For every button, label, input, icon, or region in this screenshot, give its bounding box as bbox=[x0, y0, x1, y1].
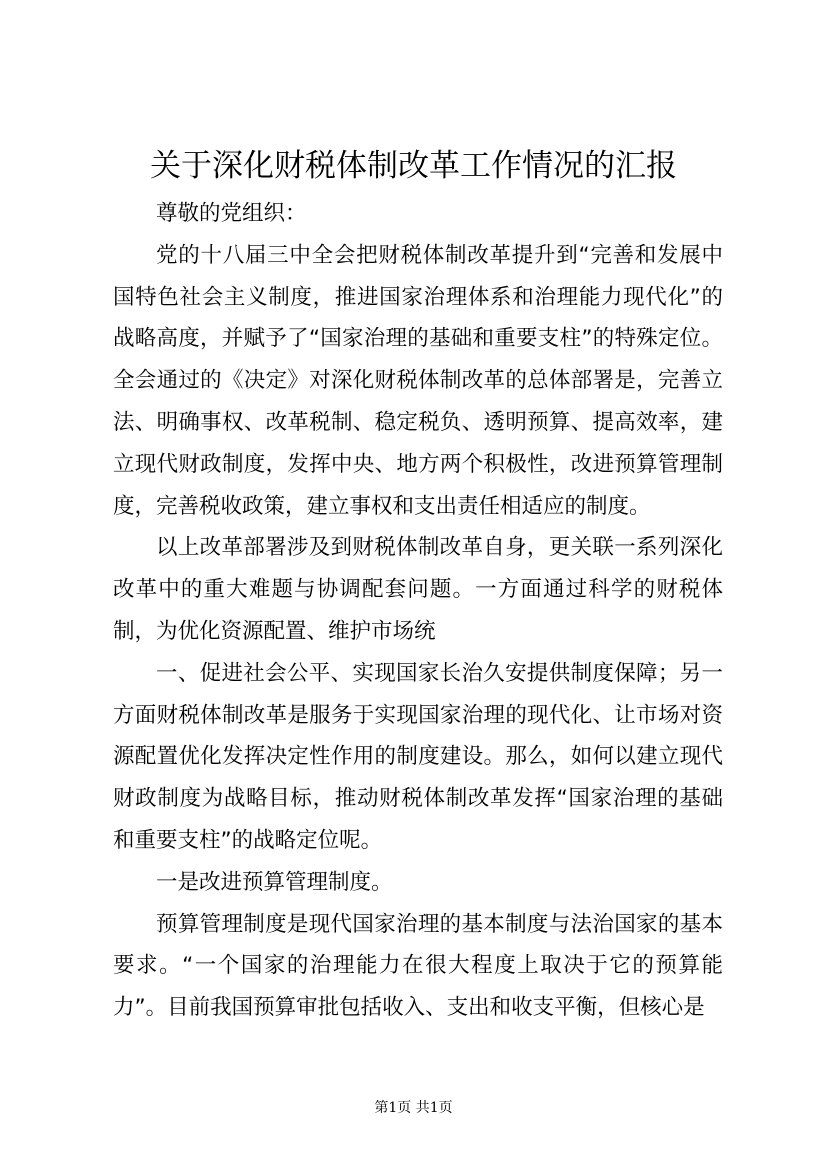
document-title: 关于深化财税体制改革工作情况的汇报 bbox=[150, 148, 677, 184]
paragraph-4: 一是改进预算管理制度。 bbox=[156, 869, 393, 895]
page-footer: 第1页 共1页 bbox=[374, 1100, 453, 1116]
document-body bbox=[113, 193, 723, 1029]
paragraph-2: 以上改革部署涉及到财税体制改革自身，更关联一系列深化改革中的重大难题与协调配套问题。一方面通过科学的财税体制，为优化资源配置、维护市场统 bbox=[113, 535, 723, 644]
paragraph-1: 党的十八届三中全会把财税体制改革提升到“完善和发展中国特色社会主义制度，推进国家治理体系和治理能力现代化”的战略高度，并赋予了“国家治理的基础和重要支柱”的特殊定位。全会通过的《决定》对深化财税体制改革的总体部署是，完善立法、明确事权、改革税制、稳定税负、透明预算、提高效率，建立现代财政制度，发挥中央、地方两个积极性，改进预算管理制度，完善税收政策，建立事权和支出责任相适应的制度。 bbox=[113, 242, 723, 519]
paragraph-3: 一、促进社会公平、实现国家长治久安提供制度保障；另一方面财税体制改革是服务于实现国家治理的现代化、让市场对资源配置优化发挥决定性作用的制度建设。那么，如何以建立现代财政制度为战略目标，推动财税体制改革发挥“国家治理的基础和重要支柱”的战略定位呢。 bbox=[113, 660, 723, 853]
salutation: 尊敬的党组织： bbox=[156, 201, 307, 226]
paragraph-5: 预算管理制度是现代国家治理的基本制度与法治国家的基本要求。“一个国家的治理能力在很大程度上取决于它的预算能力”。目前我国预算审批包括收入、支出和收支平衡，但核心是 bbox=[113, 911, 723, 1021]
